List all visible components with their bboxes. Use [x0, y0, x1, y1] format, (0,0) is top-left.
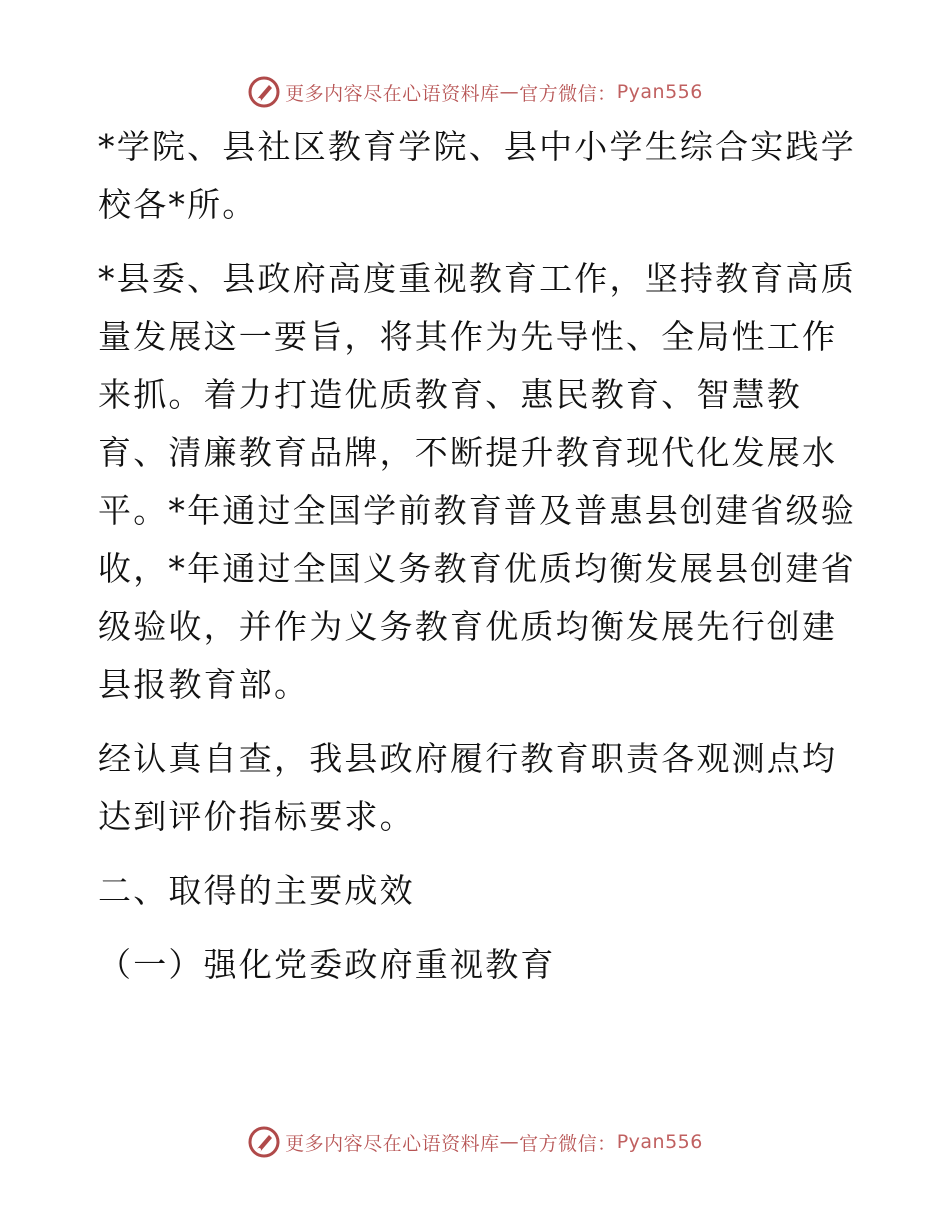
watermark-wechat-id: Pyan556	[616, 81, 703, 103]
paragraph-county-overview: *县委、县政府高度重视教育工作，坚持教育高质量发展这一要旨，将其作为先导性、全局性工作来抓。着力打造优质教育、惠民教育、智慧教育、清廉教育品牌，不断提升教育现代化发展水平。*年通过全国学前教育普及普惠县创建省级验收，*年通过全国义务教育优质均衡发展县创建省级验收，并作为义务教育优质均衡发展先行创建县报教育部。	[98, 259, 856, 704]
watermark-text: 更多内容尽在心语资料库	[285, 82, 500, 105]
watermark-separator: —	[499, 1131, 520, 1153]
header-watermark	[0, 72, 950, 112]
subsection-heading-party-government: （一）强化党委政府重视教育	[98, 945, 556, 984]
watermark-wechat-label: 官方微信：	[519, 82, 617, 105]
watermark-separator: —	[499, 81, 520, 103]
watermark-text: 更多内容尽在心语资料库	[285, 1132, 500, 1155]
pen-nib-icon	[247, 1125, 281, 1159]
watermark-wechat-label: 官方微信：	[519, 1132, 617, 1155]
document-body	[98, 118, 858, 1010]
paragraph-school-list: *学院、县社区教育学院、县中小学生综合实践学校各*所。	[98, 127, 856, 224]
section-heading-achievements: 二、取得的主要成效	[98, 871, 415, 910]
footer-watermark	[0, 1122, 950, 1162]
paragraph-self-check: 经认真自查，我县政府履行教育职责各观测点均达到评价指标要求。	[98, 739, 838, 836]
watermark-wechat-id: Pyan556	[616, 1131, 703, 1153]
pen-nib-icon	[247, 75, 281, 109]
